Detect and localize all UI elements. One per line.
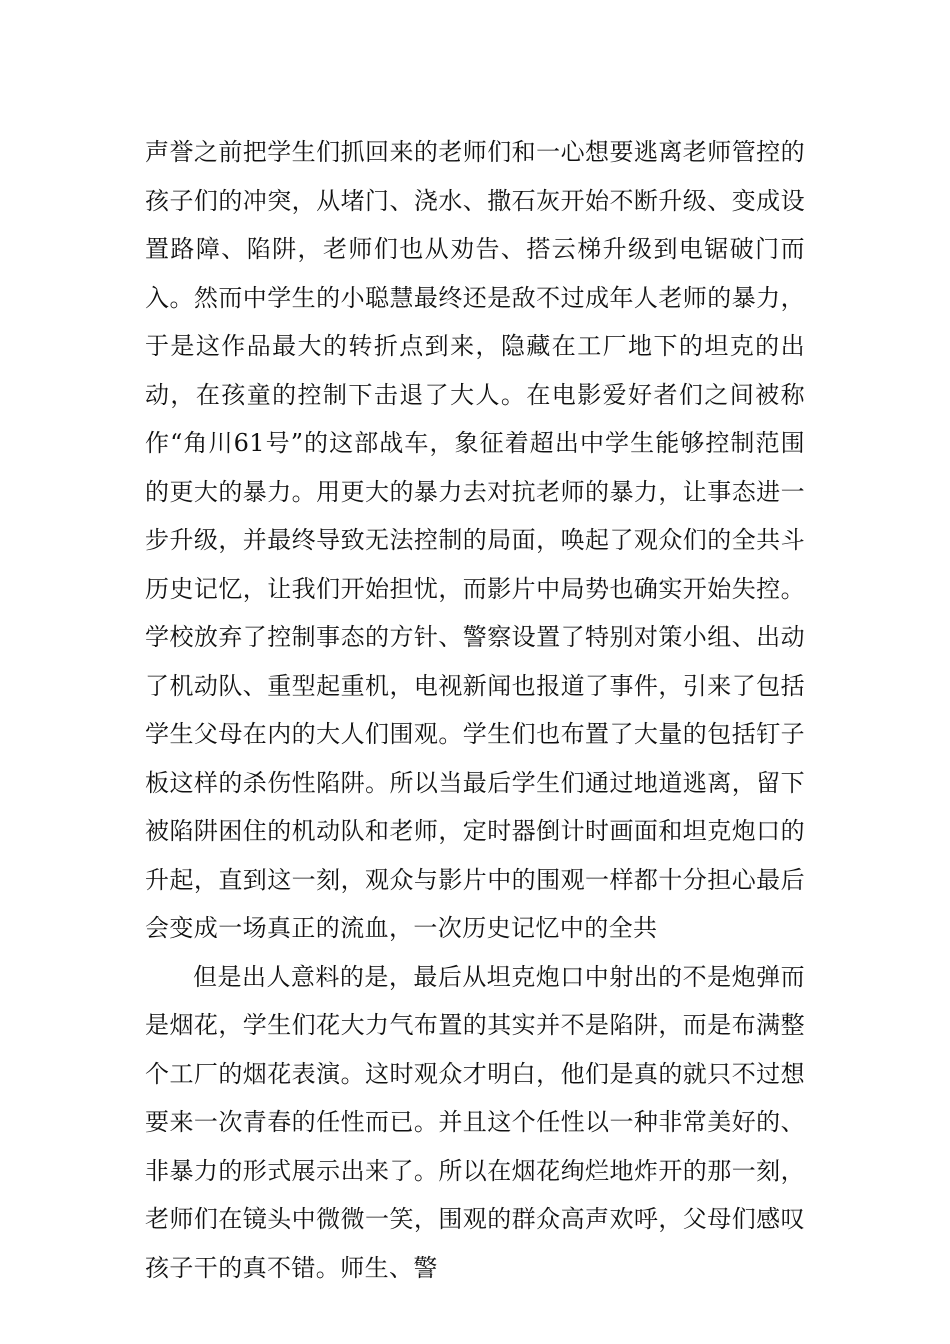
paragraph-1: 声誉之前把学生们抓回来的老师们和一心想要逃离老师管控的孩子们的冲突，从堵门、浇水、撒石灰开始不断升级、变成设置路障、陷阱，老师们也从劝告、搭云梯升级到电锯破门而入。然而中学生的小聪慧最终还是敌不过成年人老师的暴力，于是这作品最大的转折点到来，隐藏在工厂地下的坦克的出动，在孩童的控制下击退了大人。在电影爱好者们之间被称作“角川61号”的这部战车，象征着超出中学生能够控制范围的更大的暴力。用更大的暴力去对抗老师的暴力，让事态进一步升级，并最终导致无法控制的局面，唤起了观众们的全共斗历史记忆，让我们开始担忧，而影片中局势也确实开始失控。学校放弃了控制事态的方针、警察设置了特别对策小组、出动了机动队、重型起重机，电视新闻也报道了事件，引来了包括学生父母在内的大人们围观。学生们也布置了大量的包括钉子板这样的杀伤性陷阱。所以当最后学生们通过地道逃离，留下被陷阱困住的机动队和老师，定时器倒计时画面和坦克炮口的升起，直到这一刻，观众与影片中的围观一样都十分担心最后会变成一场真正的流血，一次历史记忆中的全共: [145, 138, 805, 942]
body-text: [145, 128, 805, 1292]
paragraph-2: 但是出人意料的是，最后从坦克炮口中射出的不是炮弹而是烟花，学生们花大力气布置的其实并不是陷阱，而是布满整个工厂的烟花表演。这时观众才明白，他们是真的就只不过想要来一次青春的任性而已。并且这个任性以一种非常美好的、非暴力的形式展示出来了。所以在烟花绚烂地炸开的那一刻，老师们在镜头中微微一笑，围观的群众高声欢呼，父母们感叹孩子干的真不错。师生、警: [145, 962, 805, 1282]
